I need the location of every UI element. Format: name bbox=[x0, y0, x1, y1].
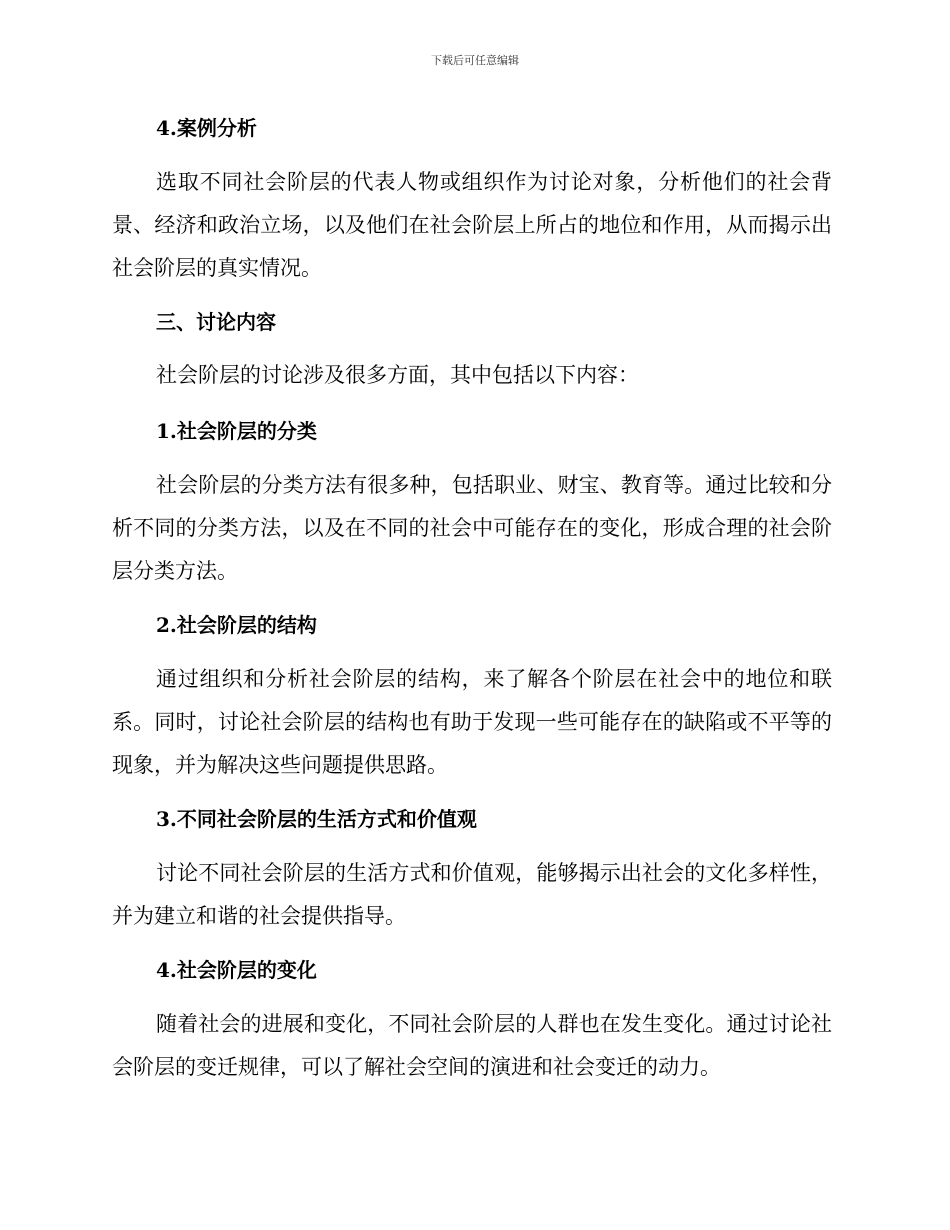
change-heading: 4.社会阶层的变化 bbox=[156, 958, 317, 982]
change-paragraph: 随着社会的进展和变化，不同社会阶层的人群也在发生变化。通过讨论社会阶层的变迁规律，可以了解社会空间的演进和社会变迁的动力。 bbox=[112, 1012, 832, 1079]
lifestyle-values-heading: 3.不同社会阶层的生活方式和价值观 bbox=[156, 807, 477, 831]
page-header: 下载后可任意编辑 bbox=[431, 54, 519, 67]
case-analysis-paragraph: 选取不同社会阶层的代表人物或组织作为讨论对象，分析他们的社会背景、经济和政治立场，以及他们在社会阶层上所占的地位和作用，从而揭示出社会阶层的真实情况。 bbox=[112, 170, 832, 280]
classification-paragraph: 社会阶层的分类方法有很多种，包括职业、财宝、教育等。通过比较和分析不同的分类方法，以及在不同的社会中可能存在的变化，形成合理的社会阶层分类方法。 bbox=[112, 473, 832, 583]
discussion-intro-paragraph: 社会阶层的讨论涉及很多方面，其中包括以下内容： bbox=[156, 363, 639, 387]
structure-paragraph: 通过组织和分析社会阶层的结构，来了解各个阶层在社会中的地位和联系。同时，讨论社会阶层的结构也有助于发现一些可能存在的缺陷或不平等的现象，并为解决这些问题提供思路。 bbox=[112, 667, 832, 777]
classification-heading: 1.社会阶层的分类 bbox=[156, 419, 317, 443]
structure-heading: 2.社会阶层的结构 bbox=[156, 613, 317, 637]
case-analysis-heading: 4.案例分析 bbox=[156, 116, 257, 140]
lifestyle-values-paragraph: 讨论不同社会阶层的生活方式和价值观，能够揭示出社会的文化多样性，并为建立和谐的社会提供指导。 bbox=[112, 861, 832, 928]
discussion-content-heading: 三、讨论内容 bbox=[156, 310, 276, 334]
